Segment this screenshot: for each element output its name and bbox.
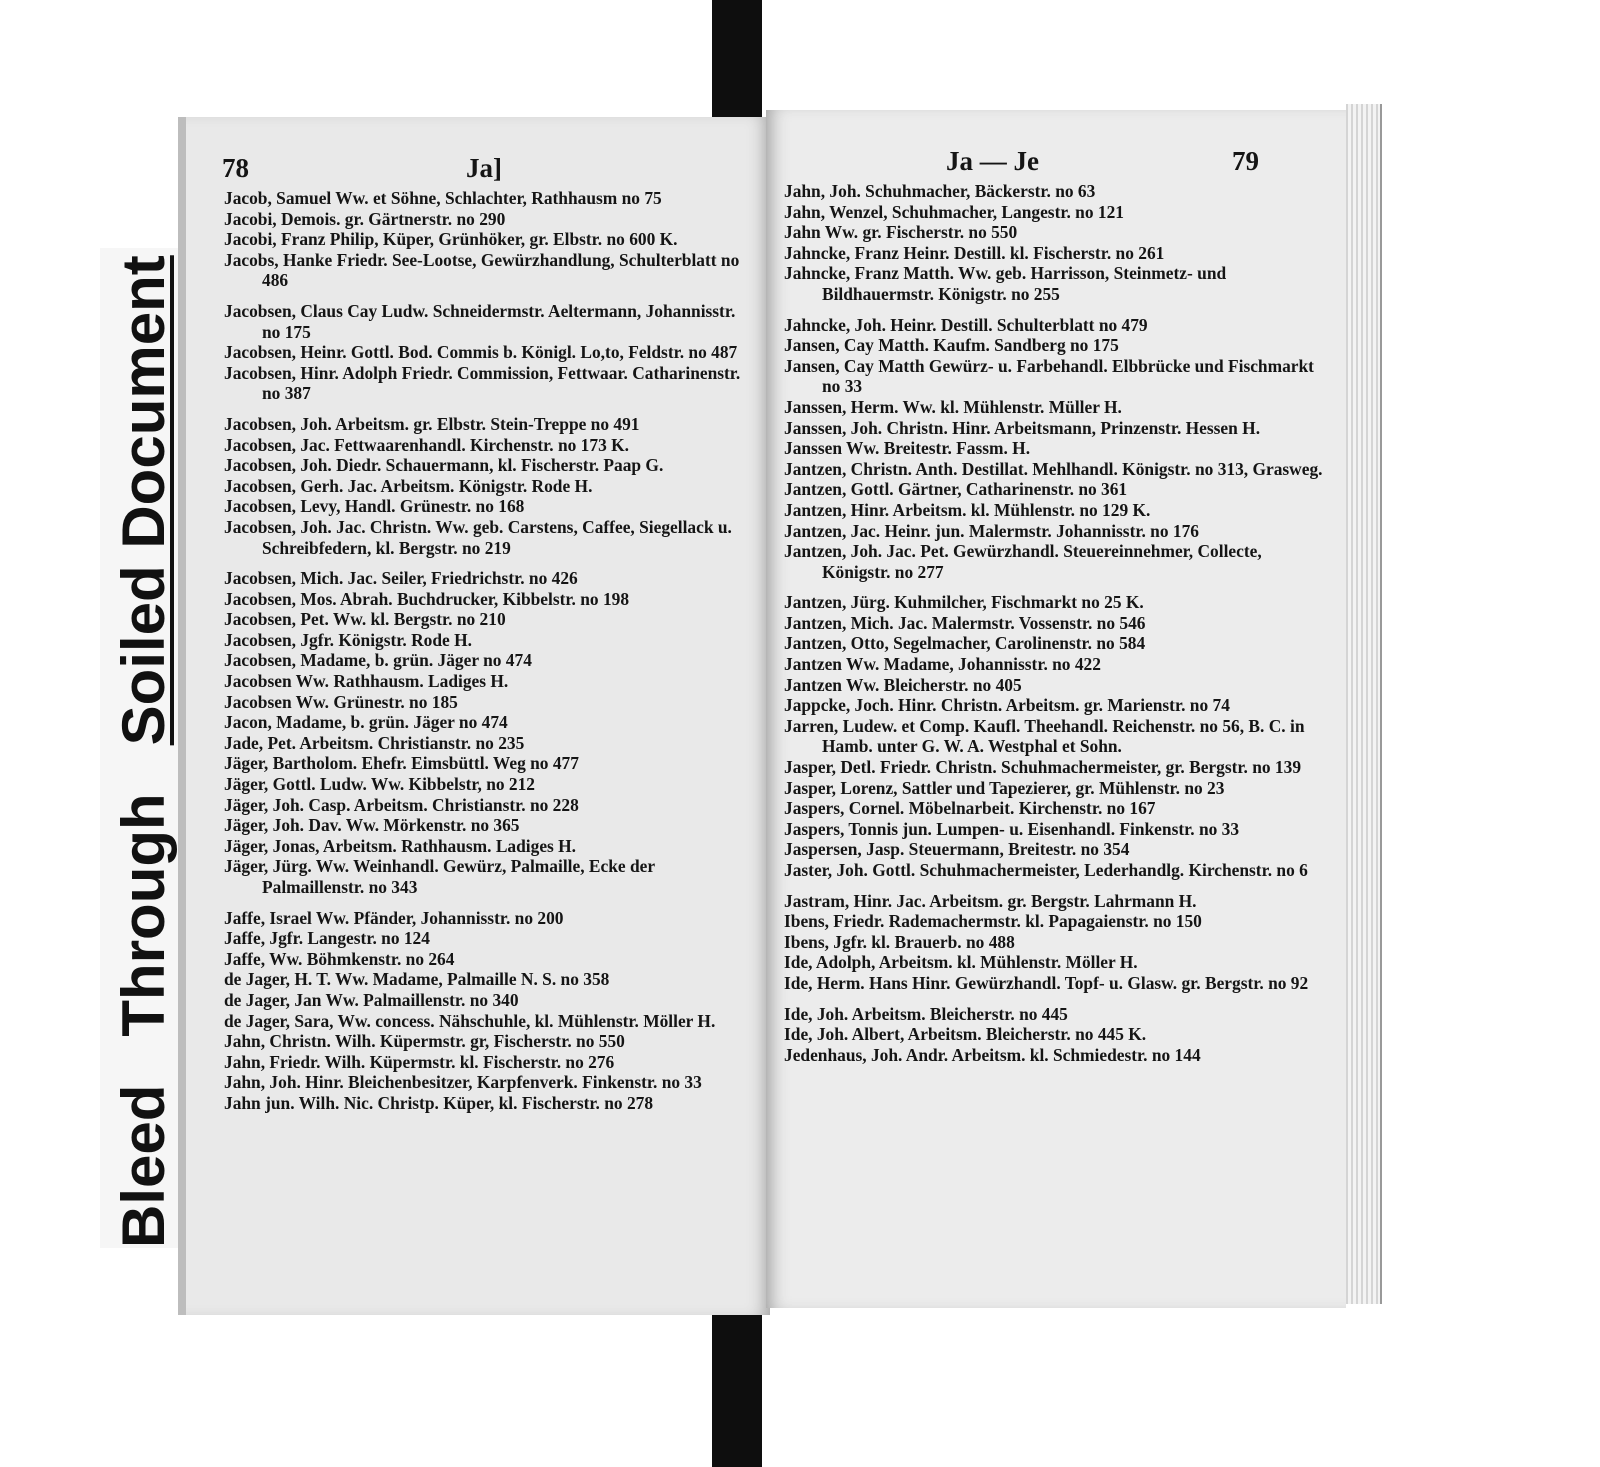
left-page-number: 78: [222, 153, 249, 183]
right-running-head: Ja — Je: [946, 146, 1039, 176]
directory-entry: Jahn jun. Wilh. Nic. Christp. Küper, kl. Fischerstr. no 278: [224, 1092, 654, 1113]
directory-entry: Jacobsen Ww. Grünestr. no 185: [224, 691, 458, 712]
directory-entry: Jacobsen, Joh. Arbeitsm. gr. Elbstr. Stein-Treppe no 491: [224, 413, 640, 434]
directory-entry: Jaspers, Cornel. Möbelnarbeit. Kirchenstr. no 167: [784, 798, 1156, 819]
directory-entry: Jacobsen, Joh. Diedr. Schauermann, kl. Fischerstr. Paap G.: [224, 455, 664, 476]
page-block-edge: [1346, 104, 1382, 1304]
directory-entry: Jahn Ww. gr. Fischerstr. no 550: [784, 222, 1018, 243]
left-page: [178, 117, 770, 1315]
directory-entry: Jastram, Hinr. Jac. Arbeitsm. gr. Bergstr. Lahrmann H.: [784, 890, 1197, 911]
directory-entry: Ide, Adolph, Arbeitsm. kl. Mühlenstr. Möller H.: [784, 952, 1138, 973]
directory-entry: Jantzen, Mich. Jac. Malermstr. Vossenstr. no 546: [784, 612, 1146, 633]
directory-entry: Jahncke, Joh. Heinr. Destill. Schulterblatt no 479: [784, 314, 1148, 335]
directory-entry: Jacobsen, Heinr. Gottl. Bod. Commis b. Königl. Lo,to, Feldstr. no 487: [224, 342, 738, 363]
directory-entry: Jedenhaus, Joh. Andr. Arbeitsm. kl. Schmiedestr. no 144: [784, 1044, 1201, 1065]
directory-entry: Jantzen, Hinr. Arbeitsm. kl. Mühlenstr. no 129 K.: [784, 499, 1151, 520]
directory-entry: Janssen, Herm. Ww. kl. Mühlenstr. Müller H.: [784, 396, 1122, 417]
directory-entry: Jacobsen, Mich. Jac. Seiler, Friedrichstr. no 426: [224, 568, 578, 589]
directory-entry: Jäger, Jonas, Arbeitsm. Rathhausm. Ladiges H.: [224, 835, 577, 856]
directory-entry: Ide, Joh. Arbeitsm. Bleicherstr. no 445: [784, 1003, 1068, 1024]
directory-entry: Jade, Pet. Arbeitsm. Christianstr. no 235: [224, 732, 525, 753]
directory-entry: Jahn, Christn. Wilh. Küpermstr. gr, Fischerstr. no 550: [224, 1031, 625, 1052]
directory-entry: Jaspers, Tonnis jun. Lumpen- u. Eisenhandl. Finkenstr. no 33: [784, 818, 1240, 839]
directory-entry: Jansen, Cay Matth Gewürz- u. Farbehandl. Elbbrücke und Fischmarkt no 33: [784, 355, 1314, 397]
stamp-word-soiled-document: Soiled Document: [110, 255, 177, 746]
directory-entry: Ibens, Jgfr. kl. Brauerb. no 488: [784, 931, 1015, 952]
directory-entry: Jahncke, Franz Heinr. Destill. kl. Fischerstr. no 261: [784, 242, 1165, 263]
directory-entry: de Jager, Sara, Ww. concess. Nähschuhle, kl. Mühlenstr. Möller H.: [224, 1010, 716, 1031]
directory-entry: Jäger, Joh. Dav. Ww. Mörkenstr. no 365: [224, 815, 520, 836]
directory-entry: Jaster, Joh. Gottl. Schuhmachermeister, Lederhandlg. Kirchenstr. no 6: [784, 860, 1308, 880]
directory-entry: Jäger, Jürg. Ww. Weinhandl. Gewürz, Palmaille, Ecke der Palmaillenstr. no 343: [224, 856, 655, 897]
condition-stamp-label: [100, 248, 188, 1248]
directory-entry: Jantzen, Gottl. Gärtner, Catharinenstr. no 361: [784, 479, 1128, 500]
directory-entry: Janssen, Joh. Christn. Hinr. Arbeitsmann, Prinzenstr. Hessen H.: [784, 417, 1261, 438]
directory-entry: Jacobsen, Jgfr. Königstr. Rode H.: [224, 629, 472, 650]
binding-tape-bottom: [712, 1302, 762, 1467]
directory-entry: Jaffe, Jgfr. Langestr. no 124: [224, 928, 430, 949]
directory-entry: Jaffe, Israel Ww. Pfänder, Johannisstr. no 200: [224, 907, 564, 928]
directory-entry: Jacobsen, Mos. Abrah. Buchdrucker, Kibbelstr. no 198: [224, 588, 630, 609]
directory-entry: Jahn, Joh. Schuhmacher, Bäckerstr. no 63: [784, 181, 1096, 201]
directory-entry: Jarren, Ludew. et Comp. Kaufl. Theehandl. Reichenstr. no 56, B. C. in Hamb. unter G. W. A. Westphal et Sohn.: [784, 715, 1305, 757]
directory-entry: Jacobi, Franz Philip, Küper, Grünhöker, gr. Elbstr. no 600 K.: [224, 229, 678, 250]
directory-entry: Jantzen Ww. Madame, Johannisstr. no 422: [784, 654, 1101, 675]
directory-entry: Jacobsen, Claus Cay Ludw. Schneidermstr. Aeltermann, Johannisstr. no 175: [224, 300, 736, 342]
stamp-word-through: Through: [110, 793, 177, 1037]
directory-entry: Jantzen, Joh. Jac. Pet. Gewürzhandl. Steuereinnehmer, Collecte, Königstr. no 277: [784, 541, 1262, 582]
directory-entry: de Jager, H. T. Ww. Madame, Palmaille N. S. no 358: [224, 969, 610, 990]
directory-entry: Jahncke, Franz Matth. Ww. geb. Harrisson, Steinmetz- und Bildhauermstr. Königstr. no 255: [784, 263, 1227, 304]
directory-entry: Jantzen, Jac. Heinr. jun. Malermstr. Johannisstr. no 176: [784, 520, 1199, 541]
directory-entry: Jacobs, Hanke Friedr. See-Lootse, Gewürzhandlung, Schulterblatt no 486: [224, 249, 740, 291]
directory-entry: Jacobsen Ww. Rathhausm. Ladiges H.: [224, 671, 509, 692]
right-page-number: 79: [1232, 146, 1259, 176]
directory-entry: Jantzen, Jürg. Kuhmilcher, Fischmarkt no 25 K.: [784, 592, 1144, 613]
directory-entry: Jaspersen, Jasp. Steuermann, Breitestr. no 354: [784, 839, 1130, 860]
directory-entry: Jacobsen, Joh. Jac. Christn. Ww. geb. Carstens, Caffee, Siegellack u. Schreibfedern, kl. Bergstr. no 219: [224, 516, 732, 558]
directory-entry: Jantzen, Otto, Segelmacher, Carolinenstr. no 584: [784, 633, 1146, 654]
directory-entry: Janssen Ww. Breitestr. Fassm. H.: [784, 438, 1031, 459]
directory-entry: Jacobsen, Pet. Ww. kl. Bergstr. no 210: [224, 609, 506, 630]
directory-entry: Jantzen, Christn. Anth. Destillat. Mehlhandl. Königstr. no 313, Grasweg.: [784, 458, 1323, 479]
directory-entry: Jacobsen, Gerh. Jac. Arbeitsm. Königstr. Rode H.: [224, 475, 593, 496]
directory-entry: Jantzen Ww. Bleicherstr. no 405: [784, 674, 1022, 695]
directory-entry: Jäger, Bartholom. Ehefr. Eimsbüttl. Weg no 477: [224, 753, 579, 774]
directory-entry: Jacobsen, Hinr. Adolph Friedr. Commission, Fettwaar. Catharinenstr. no 387: [224, 362, 741, 404]
directory-entry: Ibens, Friedr. Rademachermstr. kl. Papagaienstr. no 150: [784, 911, 1202, 932]
directory-entry: Jacobsen, Jac. Fettwaarenhandl. Kirchenstr. no 173 K.: [224, 434, 629, 455]
directory-entry: Ide, Herm. Hans Hinr. Gewürzhandl. Topf- u. Glasw. gr. Bergstr. no 92: [784, 972, 1309, 993]
directory-entry: de Jager, Jan Ww. Palmaillenstr. no 340: [224, 989, 519, 1010]
right-entry-list: [784, 181, 1324, 1065]
left-entry-list: [224, 188, 744, 1114]
directory-entry: Jacobsen, Madame, b. grün. Jäger no 474: [224, 650, 532, 671]
directory-entry: Jacon, Madame, b. grün. Jäger no 474: [224, 712, 508, 733]
directory-entry: Jahn, Wenzel, Schuhmacher, Langestr. no 121: [784, 201, 1124, 222]
left-running-head: Ja]: [466, 153, 502, 183]
directory-entry: Jaffe, Ww. Böhmkenstr. no 264: [224, 948, 455, 969]
stamp-word-bleed: Bleed: [110, 1084, 177, 1248]
directory-entry: Jasper, Detl. Friedr. Christn. Schuhmachermeister, gr. Bergstr. no 139: [784, 757, 1302, 778]
directory-entry: Jahn, Friedr. Wilh. Küpermstr. kl. Fischerstr. no 276: [224, 1051, 615, 1072]
directory-entry: Jäger, Gottl. Ludw. Ww. Kibbelstr, no 212: [224, 774, 535, 795]
directory-entry: Jacobi, Demois. gr. Gärtnerstr. no 290: [224, 208, 506, 229]
directory-entry: Jahn, Joh. Hinr. Bleichenbesitzer, Karpfenverk. Finkenstr. no 33: [224, 1072, 702, 1093]
directory-entry: Jansen, Cay Matth. Kaufm. Sandberg no 175: [784, 335, 1119, 356]
directory-entry: Jacob, Samuel Ww. et Söhne, Schlachter, Rathhausm no 75: [224, 188, 662, 208]
binding-tape-top: [712, 0, 762, 120]
directory-entry: Jappcke, Joch. Hinr. Christn. Arbeitsm. gr. Marienstr. no 74: [784, 695, 1230, 716]
right-page: [766, 110, 1346, 1308]
directory-entry: Jasper, Lorenz, Sattler und Tapezierer, gr. Mühlenstr. no 23: [784, 777, 1225, 798]
directory-entry: Jacobsen, Levy, Handl. Grünestr. no 168: [224, 496, 525, 517]
directory-entry: Ide, Joh. Albert, Arbeitsm. Bleicherstr. no 445 K.: [784, 1024, 1147, 1045]
directory-entry: Jäger, Joh. Casp. Arbeitsm. Christianstr. no 228: [224, 794, 579, 815]
